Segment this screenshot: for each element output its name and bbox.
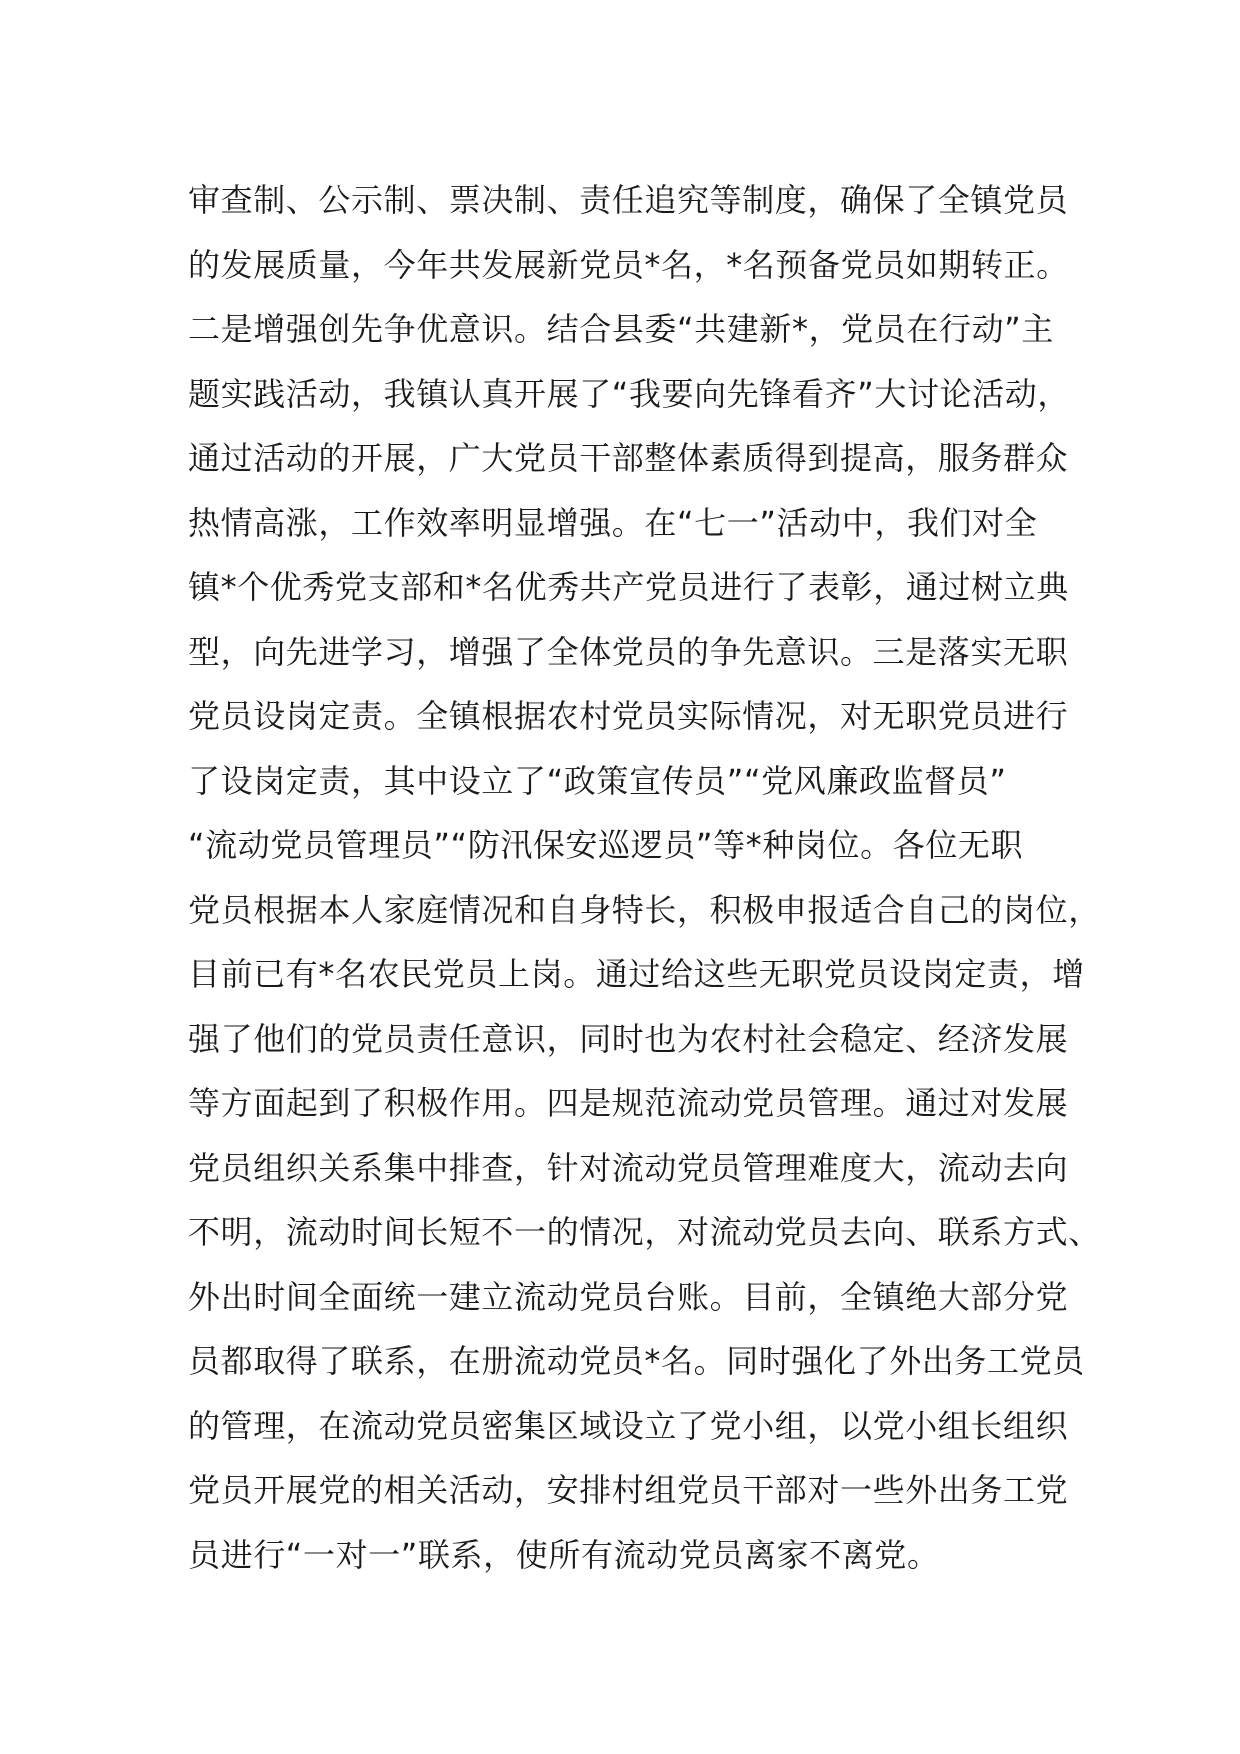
text-line-6: 热情高涨，工作效率明显增强。在“七一”活动中，我们对全 — [188, 503, 1038, 542]
text-line-20: 的管理，在流动党员密集区域设立了党小组，以党小组长组织 — [188, 1406, 1069, 1445]
text-line-19: 员都取得了联系，在册流动党员*名。同时强化了外出务工党员 — [188, 1342, 1085, 1380]
text-line-5: 通过活动的开展，广大党员干部整体素质得到提高，服务群众 — [188, 439, 1069, 477]
text-line-9: 党员设岗定责。全镇根据农村党员实际情况，对无职党员进行 — [188, 697, 1069, 735]
text-line-8: 型，向先进学习，增强了全体党员的争先意识。三是落实无职 — [188, 632, 1069, 671]
text-line-21: 党员开展党的相关活动，安排村组党员干部对一些外出务工党 — [188, 1471, 1069, 1509]
text-line-11: “流动党员管理员”“防汛保安巡逻员”等*种岗位。各位无职 — [188, 826, 1024, 864]
text-line-1: 审查制、公示制、票决制、责任追究等制度，确保了全镇党员 — [188, 181, 1069, 219]
text-line-17: 不明，流动时间长短不一的情况，对流动党员去向、联系方式、 — [188, 1213, 1101, 1251]
text-line-14: 强了他们的党员责任意识，同时也为农村社会稳定、经济发展 — [188, 1019, 1069, 1058]
text-line-12: 党员根据本人家庭情况和自身特长，积极申报适合自己的岗位， — [188, 890, 1101, 929]
text-line-7: 镇*个优秀党支部和*名优秀共产党员进行了表彰，通过树立典 — [188, 568, 1069, 606]
text-line-3: 二是增强创先争优意识。结合县委“共建新*，党员在行动”主 — [188, 310, 1054, 348]
text-line-4: 题实践活动，我镇认真开展了“我要向先锋看齐”大讨论活动， — [188, 374, 1070, 413]
body-paragraph — [188, 168, 1101, 1587]
text-line-2: 的发展质量，今年共发展新党员*名，*名预备党员如期转正。 — [188, 245, 1069, 284]
text-line-18: 外出时间全面统一建立流动党员台账。目前，全镇绝大部分党 — [188, 1277, 1069, 1316]
text-line-10: 了设岗定责，其中设立了“政策宣传员”“党风廉政监督员” — [188, 761, 1007, 800]
text-line-13: 目前已有*名农民党员上岗。通过给这些无职党员设岗定责，增 — [188, 955, 1085, 993]
text-line-22: 员进行“一对一”联系，使所有流动党员离家不离党。 — [188, 1535, 940, 1574]
text-line-16: 党员组织关系集中排查，针对流动党员管理难度大，流动去向 — [188, 1148, 1069, 1187]
text-line-15: 等方面起到了积极作用。四是规范流动党员管理。通过对发展 — [188, 1084, 1069, 1122]
